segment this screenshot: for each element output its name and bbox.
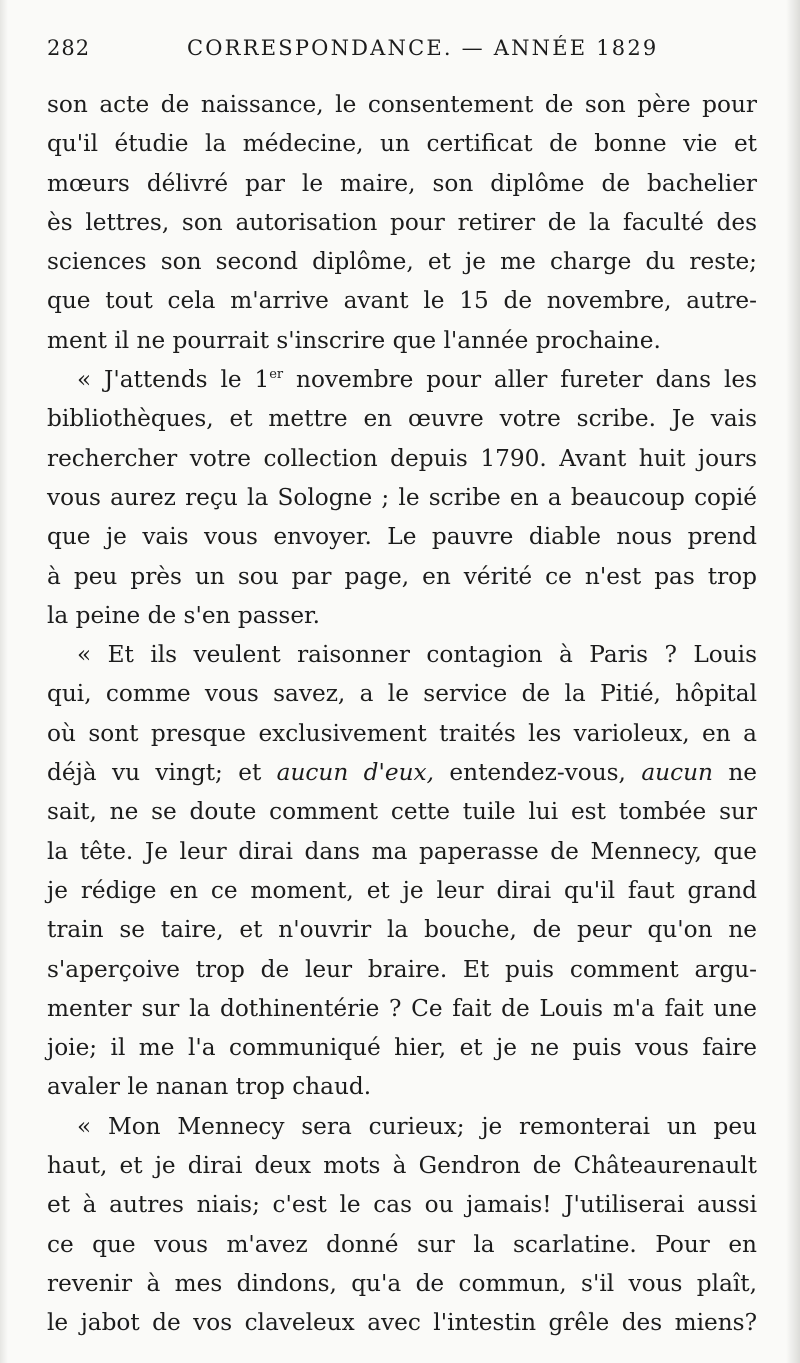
page-number: 282 — [47, 36, 91, 60]
text-line: s'aperçoive trop de leur braire. Et puis comment argu- — [47, 955, 757, 983]
text-line: qu'il étudie la médecine, un certificat de bonne vie et — [47, 130, 757, 158]
text-line: la peine de s'en passer. — [47, 601, 320, 629]
text-line: vous aurez reçu la Sologne ; le scribe en a beaucoup copié — [47, 483, 757, 511]
text-line: train se taire, et n'ouvrir la bouche, de peur qu'on ne — [47, 916, 757, 944]
text-line: ès lettres, son autorisation pour retirer de la faculté des — [47, 208, 757, 236]
text-line: joie; il me l'a communiqué hier, et je ne puis vous faire — [47, 1034, 757, 1062]
text-segment: « J'attends le 1 — [77, 366, 270, 394]
text-line: avaler le nanan trop chaud. — [47, 1073, 372, 1101]
italic-text: aucun d'eux, — [276, 759, 435, 787]
running-head — [47, 36, 756, 66]
text-line: revenir à mes dindons, qu'a de commun, s'il vous plaît, — [47, 1269, 757, 1297]
superscript: er — [269, 367, 284, 383]
text-line: haut, et je dirai deux mots à Gendron de Châteaurenault — [47, 1152, 757, 1180]
text-line: bibliothèques, et mettre en œuvre votre scribe. Je vais — [47, 405, 757, 433]
text-line: rechercher votre collection depuis 1790. Avant huit jours — [47, 444, 757, 472]
text-segment: novembre pour aller fureter dans les — [283, 366, 757, 394]
paragraph-start-line: « Et ils veulent raisonner contagion à Paris ? Louis — [77, 641, 757, 669]
running-title: CORRESPONDANCE. — ANNÉE 1829 — [187, 36, 659, 60]
text-line: que je vais vous envoyer. Le pauvre diable nous prend — [47, 523, 757, 551]
text-line: menter sur la dothinentérie ? Ce fait de Louis m'a fait une — [47, 994, 757, 1022]
body-text — [47, 85, 757, 1343]
text-line: qui, comme vous savez, a le service de la Pitié, hôpital — [47, 680, 757, 708]
text-line: je rédige en ce moment, et je leur dirai qu'il faut grand — [47, 876, 757, 904]
paragraph-start-line — [47, 360, 757, 399]
text-segment: déjà vu vingt; et — [47, 759, 277, 787]
text-line: son acte de naissance, le consentement de son père pour — [47, 91, 757, 118]
text-line: sciences son second diplôme, et je me charge du reste; — [47, 248, 757, 276]
text-line: ce que vous m'avez donné sur la scarlatine. Pour en — [47, 1230, 757, 1258]
text-line: mœurs délivré par le maire, son diplôme de bachelier — [47, 169, 757, 197]
text-line: où sont presque exclusivement traités les varioleux, en a — [47, 719, 757, 747]
italic-text: aucun — [641, 759, 713, 787]
text-line: que tout cela m'arrive avant le 15 de novembre, autre- — [47, 287, 757, 315]
text-line — [47, 753, 757, 792]
text-line: sait, ne se doute comment cette tuile lui est tombée sur — [47, 798, 757, 826]
text-line: le jabot de vos claveleux avec l'intestin grêle des miens? — [47, 1309, 757, 1337]
text-line: et à autres niais; c'est le cas ou jamais! J'utiliserai aussi — [47, 1191, 757, 1219]
text-segment: ne — [712, 759, 758, 787]
text-line: à peu près un sou par page, en vérité ce n'est pas trop — [47, 562, 757, 590]
text-line: ment il ne pourrait s'inscrire que l'année prochaine. — [47, 326, 661, 354]
text-segment: entendez-vous, — [434, 759, 642, 787]
paragraph-start-line: « Mon Mennecy sera curieux; je remonterai un peu — [77, 1112, 757, 1140]
text-line: la tête. Je leur dirai dans ma paperasse de Mennecy, que — [47, 837, 757, 865]
